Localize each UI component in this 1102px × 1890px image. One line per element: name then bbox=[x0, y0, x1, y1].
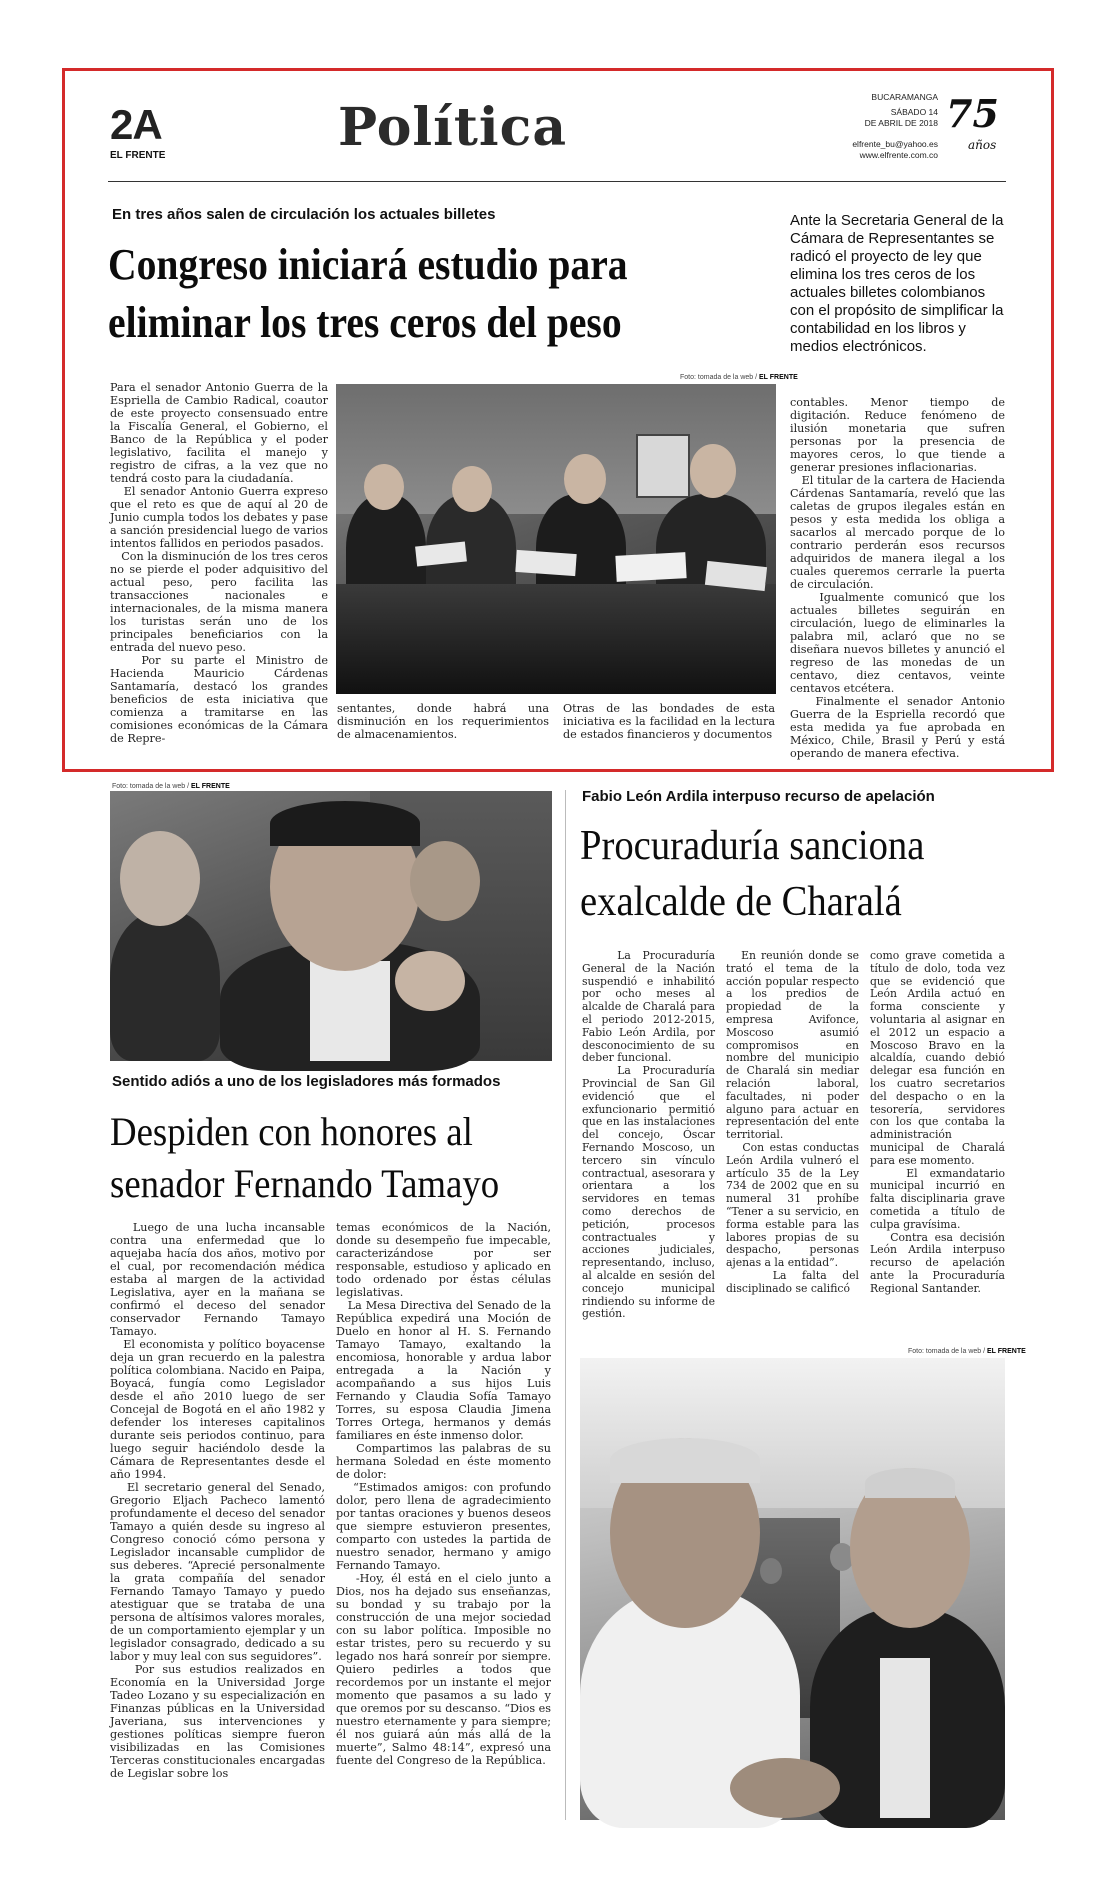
article2-kicker: Sentido adiós a uno de los legisladores más formados bbox=[112, 1073, 501, 1090]
article2-headline bbox=[110, 1106, 515, 1210]
article3-col1: La Procuraduría General de la Nación suspendió e inhabilitó por ocho meses al alcalde de Charalá para el periodo 2012-2015, Fabio León Ardila, por desconocimiento de su deber funcional. La Procuraduría Provincial de San Gil evidenció que el exfuncionario permitió que en las instalaciones del concejo, Óscar Fernando Moscoso, un tercero sin vínculo contractual, asesorara y orientara a los servidores en temas como derechos de petición, procesos contractuales y acciones judiciales, representando, incluso, al alcalde en sesión del concejo municipal rindiendo su informe de gestión. bbox=[582, 949, 716, 1321]
article3-headline-line1: Procuraduría sanciona bbox=[580, 823, 925, 869]
article1-headline-line2: eliminar los tres ceros del peso bbox=[108, 298, 622, 347]
article1-col1: Para el senador Antonio Guerra de la Espriella de Cambio Radical, coautor de este proyecto consensuado entre la Fiscalía General, el Gobierno, el Banco de la República y el poder legislativo, facilita el manejo y registro de cifras, a la vez que no tendrá costo para la ciudadanía. El senador Antonio Guerra expreso que el reto es que de aquí al 20 de Junio cumpla todos los debates y pase a sanción presidencial luego de varios intentos fallidos en periodos pasados. Con la disminución de los tres ceros no se pierde el poder adquisitivo del actual peso, pero facilita las transacciones nacionales e internacionales, de la misma manera los turistas serán uno de los principales beneficiarios con la entrada del nuevo peso. Por su parte el Ministro de Hacienda Mauricio Cárdenas Santamaría, destacó los grandes beneficios de esta iniciativa que comienza a tramitarse en las comisiones económicas de la Cámara de Repre- bbox=[110, 381, 329, 745]
highlight-frame bbox=[62, 68, 1054, 772]
page-number: 2A bbox=[110, 101, 162, 148]
article2-headline-line1: Despiden con honores al bbox=[110, 1109, 473, 1154]
article2-headline-line2: senador Fernando Tamayo bbox=[110, 1161, 500, 1206]
article2-photo-credit: Foto: tomada de la web / EL FRENTE bbox=[112, 783, 230, 790]
article2-col2: temas económicos de la Nación, donde su desempeño fue impecable, caracterizándose por ser responsable, estudioso y aplicado en todo ordenado por éstas células legislativas. La Mesa Directiva del Senado de la República expedirá una Moción de Duelo en honor al H. S. Fernando Tamayo Tamayo, exaltando la encomiosa, honorable y ardua labor entregada a la Nación y acompañando a sus hijos Luis Fernando y Claudia Sofía Tamayo Torres, su esposa Claudia Jimena Torres Ortega, hermanos y demás familiares en éste inmenso dolor. Compartimos las palabras de su hermana Soledad en éste momento de dolor: “Estimados amigos: con profundo dolor, pero llena de agradecimiento por tantas oraciones y buenos deseos que siempre estuvieron presentes, comparto con ustedes la partida de nuestro senador, hermano y amigo Fernando Tamayo. -Hoy, él está en el cielo junto a Dios, nos ha dejado sus enseñanzas, su bondad y su trabajo por la construcción de una mejor sociedad con su labor política. Imposible no estar tristes, pero su recuerdo y su legado nos hará sonreír por siempre. Quiero pedirles a todos que recordemos por un instante el mejor momento que pasamos a su lado y que oremos por su descanso. “Dios es nuestro eternamente y para siempre; él nos guiará aún más allá de la muerte”, Salmo 48:14”, expresó una fuente del Congreso de la República. bbox=[336, 1221, 552, 1767]
article3-kicker: Fabio León Ardila interpuso recurso de apelación bbox=[582, 788, 935, 805]
anniversary-number: 75 bbox=[946, 91, 999, 136]
article3-photo bbox=[580, 1358, 1005, 1820]
article2-col1: Luego de una lucha incansable contra una enfermedad que lo aquejaba hacía dos años, motivo por el cual, por recomendación médica estaba al margen de la actividad Legislativa, ayer en la mañana se confirmó el deceso del senador conservador Fernando Tamayo Tamayo. El economista y político boyacense deja un gran recuerdo en la palestra política colombiana. Nacido en Paipa, Boyacá, fungía como Legislador desde el año 2010 luego de ser Concejal de Bogotá en el año 1982 y defender los intereses capitalinos durante seis periodos continuo, para luego seguir haciéndolo desde la Cámara de Representantes desde el año 1994. El secretario general del Senado, Gregorio Eljach Pacheco lamentó profundamente el deceso del senador Tamayo a quién desde su ingreso al Congreso conoció cómo persona y Legislador incansable cumplidor de sus deberes. “Aprecié personalmente la grata compañía del senador Fernando Tamayo Tamayo y puedo atestiguar que se trataba de una persona de altísimos valores morales, de un comportamiento ejemplar y un legislador consagrado, dedicado a su labor y muy leal con sus seguidores”. Por sus estudios realizados en Economía en la Universidad Jorge Tadeo Lozano y su especialización en Finanzas públicas en la Universidad Javeriana, sus intervenciones y gestiones políticas siempre fueron visibilizadas en las Comisiones Terceras constitucionales encargadas de Legislar sobre los bbox=[110, 1221, 326, 1780]
header-date-1: SÁBADO 14 bbox=[890, 107, 938, 117]
header-website[interactable]: www.elfrente.com.co bbox=[859, 150, 938, 160]
header-email[interactable]: elfrente_bu@yahoo.es bbox=[852, 139, 938, 149]
article3-col3: como grave cometida a título de dolo, toda vez que se evidenció que León Ardila actuó en forma consciente y voluntaria al asignar en el 2012 un espacio a Moscoso Bravo en la alcaldía, cuando debió delegar esa función en los cuatro secretarios del despacho o en la tesorería, servidores con los que contaba la administración municipal de Charalá para ese momento. El exmandatario municipal incurrió en falta disciplinaria grave cometida a título de culpa gravísima. Contra esa decisión León Ardila interpuso recurso de apelación ante la Procuraduría Regional Santander. bbox=[870, 949, 1005, 1295]
column-divider bbox=[565, 790, 566, 1820]
article1-headline-line1: Congreso iniciará estudio para bbox=[108, 240, 628, 289]
anniversary-word: años bbox=[968, 138, 997, 152]
paper-name-small: EL FRENTE bbox=[110, 150, 166, 161]
article3-headline bbox=[580, 818, 976, 930]
section-title: Política bbox=[338, 97, 568, 158]
article3-photo-credit: Foto: tomada de la web / EL FRENTE bbox=[908, 1348, 1026, 1355]
article1-kicker: En tres años salen de circulación los actuales billetes bbox=[112, 206, 496, 223]
header-date-2: DE ABRIL DE 2018 bbox=[864, 118, 938, 128]
article1-col3-tail: Otras de las bondades de esta iniciativa es la facilidad en la lectura de estados financieros y documentos bbox=[563, 702, 779, 741]
article1-col2-tail: sentantes, donde habrá una disminución en los requerimientos de almacenamientos. bbox=[337, 702, 553, 741]
article2-photo bbox=[110, 791, 552, 1061]
header-city: BUCARAMANGA bbox=[871, 92, 938, 102]
article1-col4: contables. Menor tiempo de digitación. Reduce fenómeno de ilusión monetaria que sufren personas por la presencia de mayores ceros, lo que tiende a generar presiones inflacionarias. El titular de la cartera de Hacienda Cárdenas Santamaría, reveló que las caletas de grupos ilegales están en pesos y esta medida los obliga a sacarlos al mercado porque de lo contrario perderán esos recursos adquiridos de manera ilegal a los cuales queremos cerrarle la puerta de circulación. Igualmente comunicó que los actuales billetes seguirán en circulación, luego de eliminarles la palabra mil, aclaró que no se diseñara nuevos billetes y anunció el regreso de las monedas de un centavo, diez centavos, veinte centavos etcétera. Finalmente el senador Antonio Guerra de la Espriella recordó que esta medida ya fue aprobada en México, Chile, Brasil y Perú y está operando de manera efectiva. bbox=[790, 396, 1005, 760]
article1-photo-credit: Foto: tomada de la web / EL FRENTE bbox=[680, 374, 798, 381]
article3-col2: En reunión donde se trató el tema de la acción popular respecto a los predios de propiedad de la empresa Avifonce, Moscoso asumió compromisos en nombre del municipio de Charalá sin mediar relación laboral, facultades, ni poder alguno para actuar en representación del ente territorial. Con estas conductas León Ardila vulneró el artículo 35 de la Ley 734 de 2002 que en su numeral 31 prohíbe “Tener a su servicio, en forma estable para las labores propias de su despacho, personas ajenas a la entidad”. La falta del disciplinado se calificó bbox=[726, 949, 860, 1295]
article1-lead: Ante la Secretaria General de la Cámara de Representantes se radicó el proyecto de ley que elimina los tres ceros de los actuales billetes colombianos con el propósito de simplificar la contabilidad en los libros y medios electrónicos. bbox=[790, 212, 1004, 355]
article3-headline-line2: exalcalde de Charalá bbox=[580, 879, 902, 925]
